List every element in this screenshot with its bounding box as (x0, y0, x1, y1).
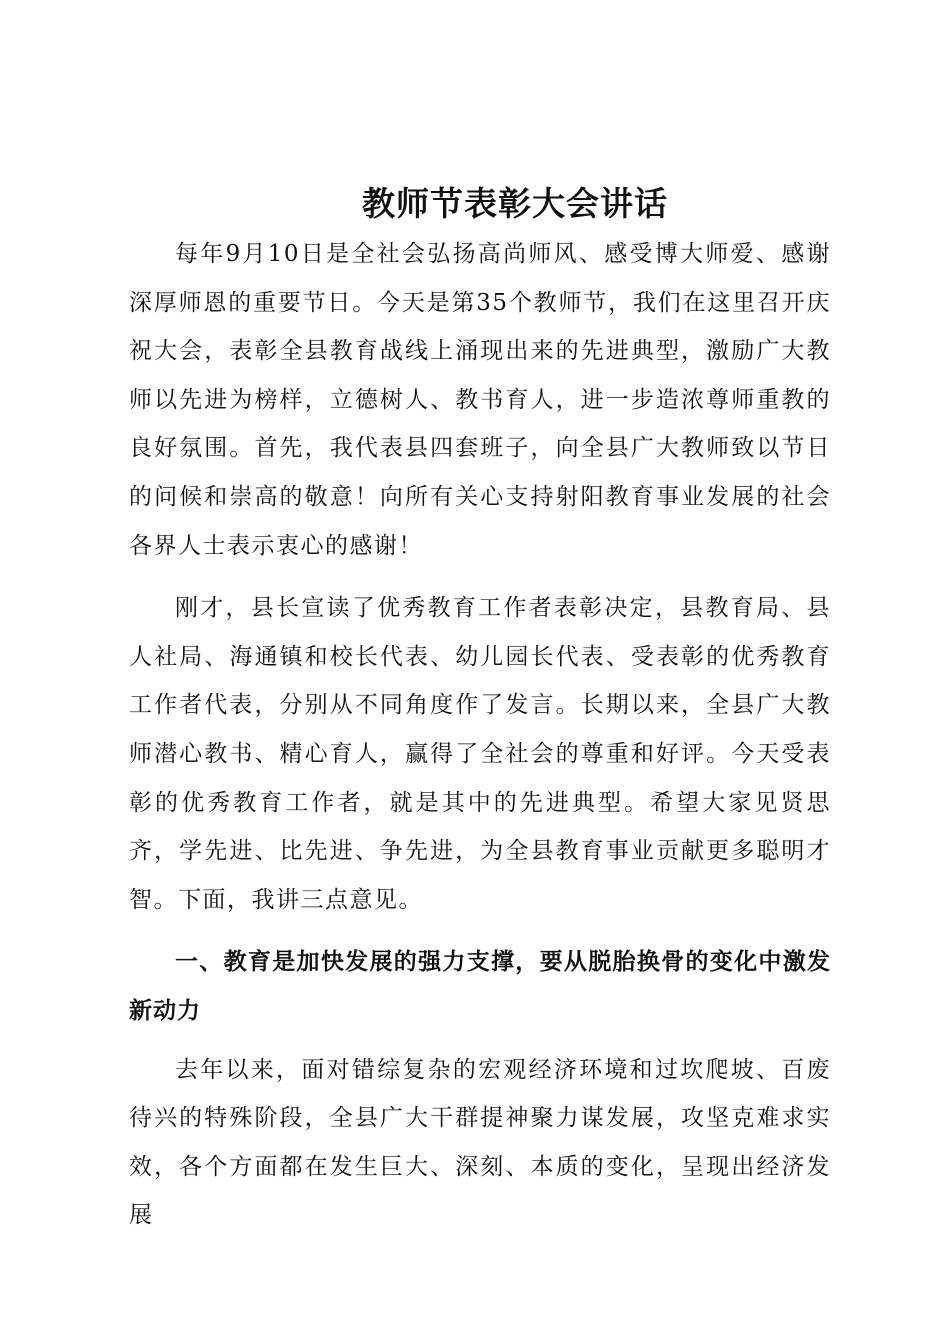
document-body (129, 230, 831, 1240)
paragraph-commendation: 刚才，县长宣读了优秀教育工作者表彰决定，县教育局、县人社局、海通镇和校长代表、幼儿园长代表、受表彰的优秀教育工作者代表，分别从不同角度作了发言。长期以来，全县广大教师潜心教书、精心育人，赢得了全社会的尊重和好评。今天受表彰的优秀教育工作者，就是其中的先进典型。希望大家见贤思齐，学先进、比先进、争先进，为全县教育事业贡献更多聪明才智。下面，我讲三点意见。 (129, 595, 831, 913)
paragraph-opening: 每年9月10日是全社会弘扬高尚师风、感受博大师爱、感谢深厚师恩的重要节日。今天是第35个教师节，我们在这里召开庆祝大会，表彰全县教育战线上涌现出来的先进典型，激励广大教师以先进为榜样，立德树人、教书育人，进一步造浓尊师重教的良好氛围。首先，我代表县四套班子，向全县广大教师致以节日的问候和崇高的敬意！向所有关心支持射阳教育事业发展的社会各界人士表示衷心的感谢！ (129, 241, 831, 559)
section-heading-1: 一、教育是加快发展的强力支撑，要从脱胎换骨的变化中激发新动力 (129, 949, 831, 1024)
document-title: 教师节表彰大会讲话 (362, 184, 668, 223)
paragraph-section-1: 去年以来，面对错综复杂的宏观经济环境和过坎爬坡、百废待兴的特殊阶段，全县广大干群提神聚力谋发展，攻坚克难求实效，各个方面都在发生巨大、深刻、本质的变化，呈现出经济发展 (129, 1056, 831, 1229)
